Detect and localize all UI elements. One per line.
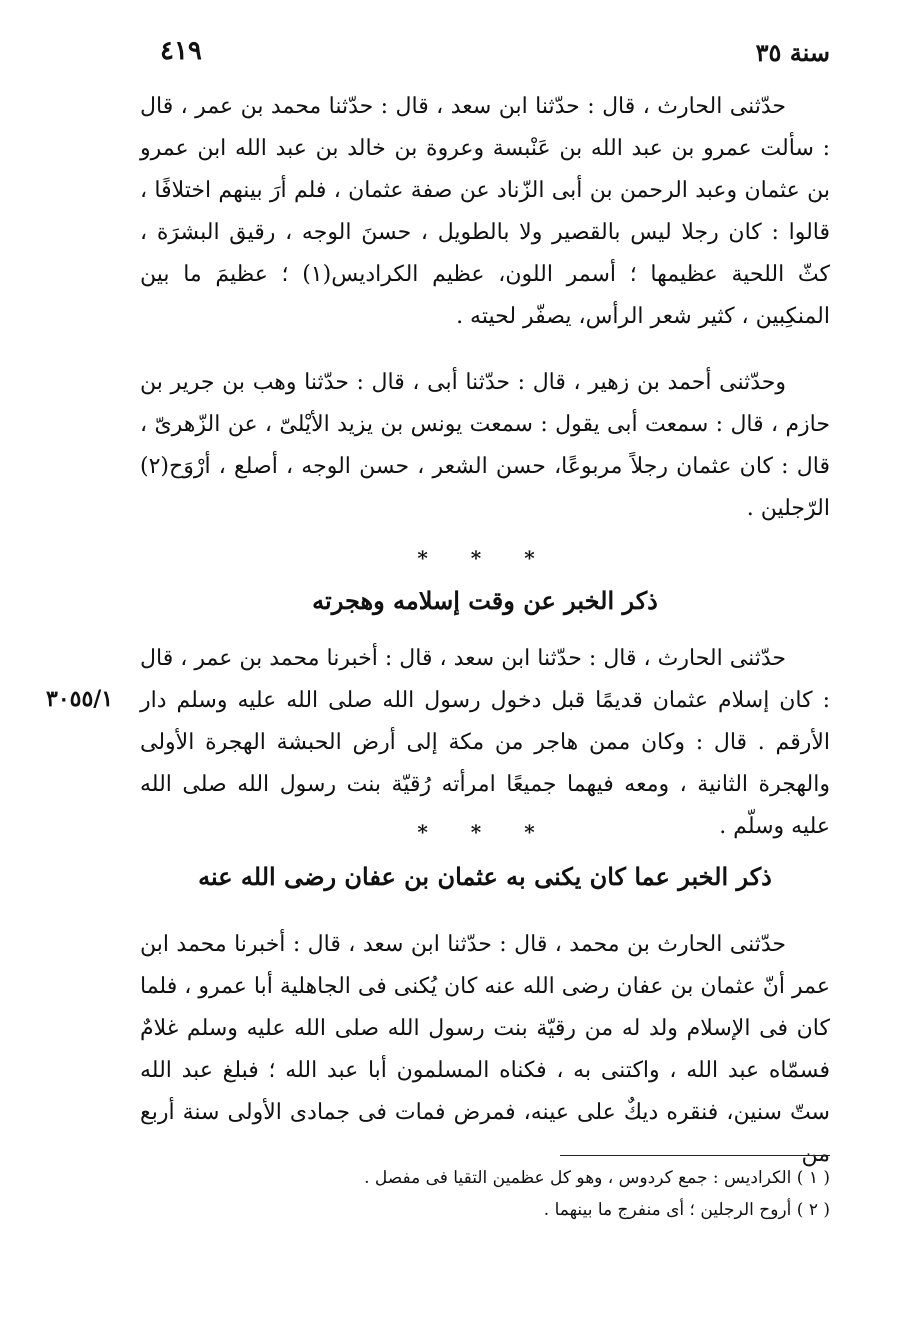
page-number: ٤١٩ [160, 36, 202, 66]
paragraph-4 [140, 924, 830, 1176]
footnote: ( ٢ ) أروح الرجلين ؛ أى منفرج ما بينهما . [543, 1200, 830, 1220]
section-heading: ذكر الخبر عن وقت إسلامه وهجرته [312, 586, 658, 615]
paragraph-text: حدّثنى الحارث ، قال : حدّثنا ابن سعد ، قال : حدّثنا محمد بن عمر ، قال : سألت عمرو بن عبد الله بن عَنْبسة وعروة بن خالد بن عبد الله ابن عمرو بن عثمان وعبد الرحمن بن أبى الزّناد عن صفة عثمان ، فلم أرَ بينهم اختلافًا ، قالوا : كان رجلا ليس بالقصير ولا بالطويل ، حسنَ الوجه ، رقيق البشرَة ، كثّ اللحية عظيمها ؛ أسمر اللون، عظيم الكراديس(١) ؛ عظيمَ ما بين المنكِبين ، كثير شعر الرأس، يصفّر لحيته . [140, 94, 830, 329]
footnote-rule [560, 1155, 830, 1156]
section-separator: * * * [417, 820, 553, 844]
section-heading: ذكر الخبر عما كان يكنى به عثمان بن عفان رضى الله عنه [198, 862, 772, 891]
paragraph-1 [140, 86, 830, 338]
page-header [160, 36, 830, 76]
section-separator: * * * [417, 546, 553, 570]
margin-reference: ٣٠٥٥/١ [46, 686, 114, 712]
paragraph-text: حدّثنى الحارث بن محمد ، قال : حدّثنا ابن سعد ، قال : أخبرنا محمد ابن عمر أنّ عثمان بن عفان رضى الله عنه كان يُكنى فى الجاهلية أبا عمرو ، فلما كان فى الإسلام ولد له من رقيّة بنت رسول الله صلى الله عليه وسلم غلامٌ فسمّاه عبد الله ، واكتنى به ، فكناه المسلمون أبا عبد الله ؛ فبلغ عبد الله ستّ سنين، فنقره ديكٌ على عينه، فمرض فمات فى جمادى الأولى سنة أربع من [140, 932, 830, 1167]
paragraph-text: وحدّثنى أحمد بن زهير ، قال : حدّثنا أبى ، قال : حدّثنا وهب بن جرير بن حازم ، قال : سمعت أبى يقول : سمعت يونس بن يزيد الأيْلىّ ، عن الزّهرىّ ، قال : كان عثمان رجلاً مربوعًا، حسن الشعر ، حسن الوجه ، أصلع ، أرْوَح(٢) الرّجلين . [140, 370, 830, 521]
footnotes [300, 1162, 830, 1226]
footnote: ( ١ ) الكراديس : جمع كردوس ، وهو كل عظمين التقيا فى مفصل . [364, 1168, 830, 1188]
running-head: سنة ٣٥ [755, 38, 830, 67]
paragraph-text: حدّثنى الحارث ، قال : حدّثنا ابن سعد ، قال : أخبرنا محمد بن عمر ، قال : كان إسلام عثمان قديمًا قبل دخول رسول الله صلى الله عليه وسلم دار الأرقم . قال : وكان ممن هاجر من مكة إلى أرض الحبشة الهجرة الأولى والهجرة الثانية ، ومعه فيهما جميعًا امرأته رُقيّة بنت رسول الله صلى الله عليه وسلّم . [140, 646, 830, 839]
paragraph-3 [140, 638, 830, 848]
paragraph-2 [140, 362, 830, 530]
